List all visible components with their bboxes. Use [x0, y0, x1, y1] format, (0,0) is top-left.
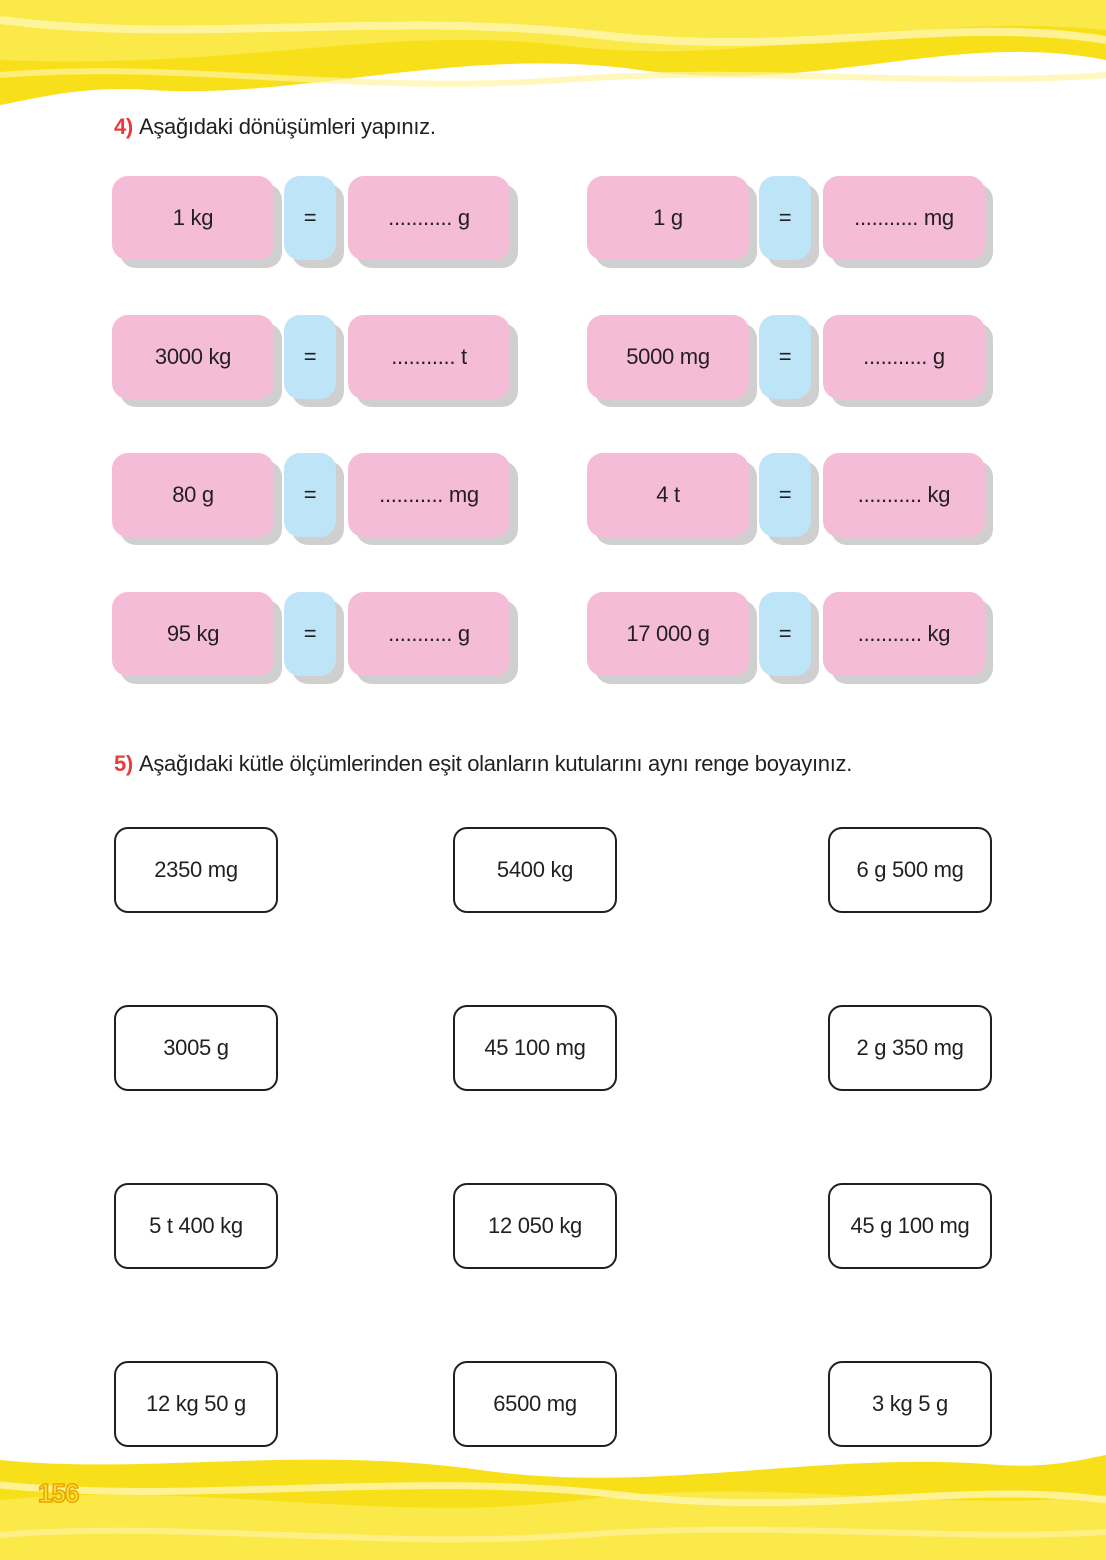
top-yellow-wave-decoration [0, 0, 1106, 110]
question-number: 4) [114, 114, 133, 139]
conversion-row [112, 176, 522, 262]
equals-box: = [759, 453, 811, 537]
mass-card[interactable]: 5 t 400 kg [114, 1183, 278, 1269]
conversion-row [587, 315, 997, 401]
mass-card[interactable]: 3005 g [114, 1005, 278, 1091]
answer-box[interactable]: ........... kg [823, 453, 985, 537]
page-number: 156 [38, 1478, 79, 1508]
question-4-heading [114, 114, 436, 140]
conversion-row [587, 453, 997, 539]
mass-card[interactable]: 45 g 100 mg [828, 1183, 992, 1269]
given-value-box: 5000 mg [587, 315, 749, 399]
answer-box[interactable]: ........... mg [823, 176, 985, 260]
conversion-row [112, 315, 522, 401]
question-5-heading [114, 751, 852, 777]
mass-card[interactable]: 12 kg 50 g [114, 1361, 278, 1447]
equals-box: = [759, 176, 811, 260]
given-value-box: 1 kg [112, 176, 274, 260]
equals-box: = [284, 315, 336, 399]
equals-box: = [759, 592, 811, 676]
conversion-row [112, 453, 522, 539]
given-value-box: 4 t [587, 453, 749, 537]
equals-box: = [284, 176, 336, 260]
given-value-box: 17 000 g [587, 592, 749, 676]
mass-card[interactable]: 6500 mg [453, 1361, 617, 1447]
answer-box[interactable]: ........... g [348, 176, 510, 260]
equals-box: = [759, 315, 811, 399]
given-value-box: 95 kg [112, 592, 274, 676]
mass-card[interactable]: 5400 kg [453, 827, 617, 913]
answer-box[interactable]: ........... g [823, 315, 985, 399]
given-value-box: 1 g [587, 176, 749, 260]
question-number: 5) [114, 751, 133, 776]
answer-box[interactable]: ........... g [348, 592, 510, 676]
answer-box[interactable]: ........... kg [823, 592, 985, 676]
given-value-box: 3000 kg [112, 315, 274, 399]
conversion-row [587, 592, 997, 678]
question-text: Aşağıdaki dönüşümleri yapınız. [138, 114, 436, 139]
given-value-box: 80 g [112, 453, 274, 537]
answer-box[interactable]: ........... mg [348, 453, 510, 537]
mass-card[interactable]: 2 g 350 mg [828, 1005, 992, 1091]
question-text: Aşağıdaki kütle ölçümlerinden eşit olanların kutularını aynı renge boyayınız. [138, 751, 853, 776]
mass-card[interactable]: 2350 mg [114, 827, 278, 913]
mass-card[interactable]: 12 050 kg [453, 1183, 617, 1269]
conversion-row [112, 592, 522, 678]
bottom-yellow-wave-decoration [0, 1440, 1106, 1560]
mass-card[interactable]: 45 100 mg [453, 1005, 617, 1091]
mass-card[interactable]: 3 kg 5 g [828, 1361, 992, 1447]
equals-box: = [284, 592, 336, 676]
equals-box: = [284, 453, 336, 537]
mass-card[interactable]: 6 g 500 mg [828, 827, 992, 913]
answer-box[interactable]: ........... t [348, 315, 510, 399]
conversion-row [587, 176, 997, 262]
